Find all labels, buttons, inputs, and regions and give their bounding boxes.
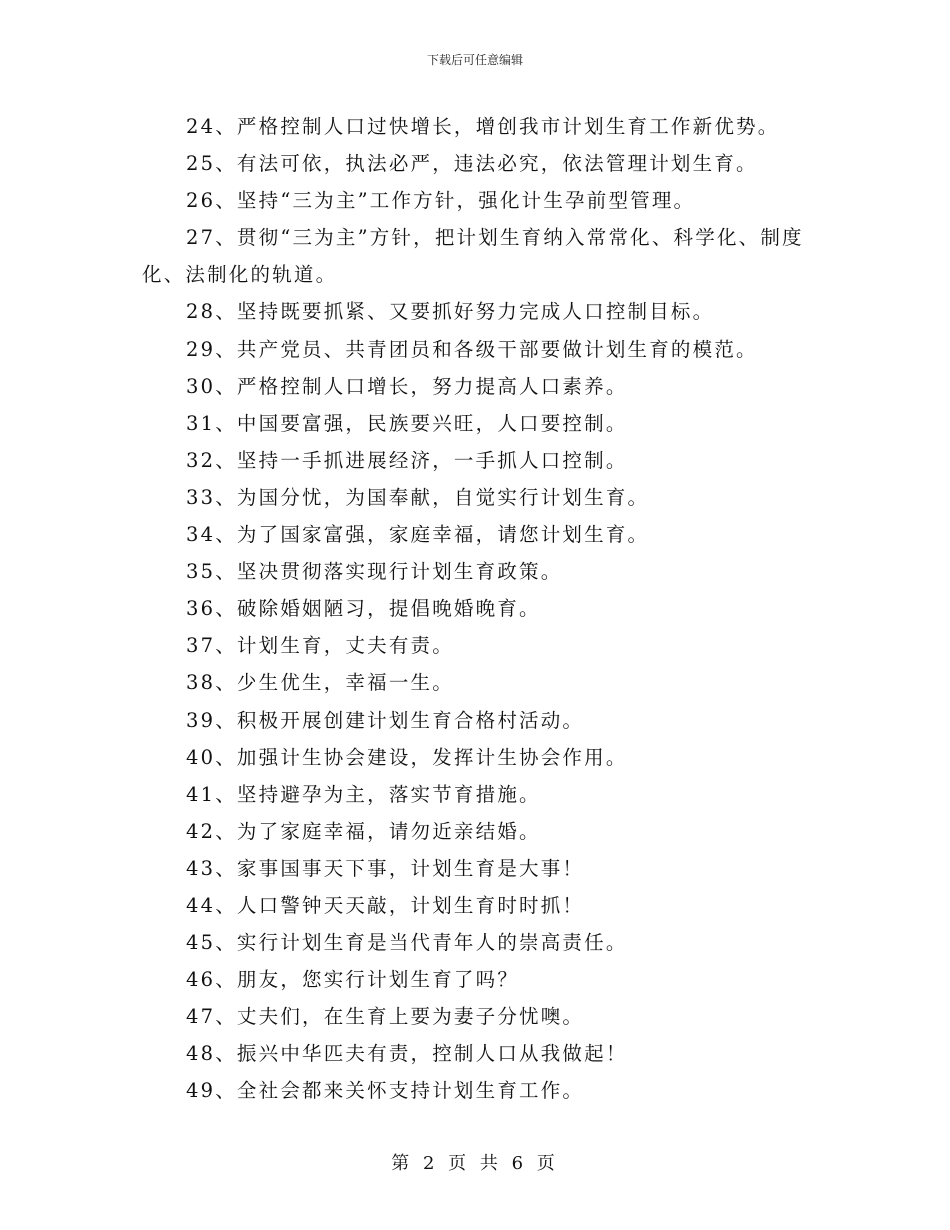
list-item: 37、计划生育，丈夫有责。 xyxy=(186,634,454,658)
list-item: 44、人口警钟天天敲，计划生育时时抓！ xyxy=(186,893,585,917)
list-item: 48、振兴中华匹夫有责，控制人口从我做起！ xyxy=(186,1042,628,1066)
list-item: 25、有法可依，执法必严，违法必究，依法管理计划生育。 xyxy=(186,152,758,176)
list-item: 47、丈夫们，在生育上要为妻子分忧噢。 xyxy=(186,1005,585,1029)
list-item: 24、严格控制人口过快增长，增创我市计划生育工作新优势。 xyxy=(186,115,780,138)
list-item: 33、为国分忧，为国奉献，自觉实行计划生育。 xyxy=(186,485,650,509)
list-item: 42、为了家庭幸福，请勿近亲结婚。 xyxy=(186,819,541,843)
document-body xyxy=(142,108,810,1110)
list-item: 49、全社会都来关怀支持计划生育工作。 xyxy=(186,1079,585,1103)
list-item: 31、中国要富强，民族要兴旺，人口要控制。 xyxy=(186,411,628,435)
page-number: 第 2 页 共 6 页 xyxy=(391,1153,559,1174)
list-item: 36、破除婚姻陋习，提倡晚婚晚育。 xyxy=(186,597,541,621)
list-item: 41、坚持避孕为主，落实节育措施。 xyxy=(186,782,541,806)
list-item: 35、坚决贯彻落实现行计划生育政策。 xyxy=(186,560,563,584)
list-item: 29、共产党员、共青团员和各级干部要做计划生育的模范。 xyxy=(186,337,758,361)
list-item: 40、加强计生协会建设，发挥计生协会作用。 xyxy=(186,745,628,769)
page-header: 下载后可任意编辑 xyxy=(426,53,523,67)
list-item: 34、为了国家富强，家庭幸福，请您计划生育。 xyxy=(186,523,650,547)
list-item: 46、朋友，您实行计划生育了吗？ xyxy=(186,968,520,992)
list-item: 28、坚持既要抓紧、又要抓好努力完成人口控制目标。 xyxy=(186,300,715,324)
list-item: 43、家事国事天下事，计划生育是大事！ xyxy=(186,856,585,880)
list-item: 30、严格控制人口增长，努力提高人口素养。 xyxy=(186,374,628,398)
list-item: 38、少生优生，幸福一生。 xyxy=(186,671,454,695)
list-item: 39、积极开展创建计划生育合格村活动。 xyxy=(186,708,585,732)
list-item: 27、贯彻“三为主”方针，把计划生育纳入常常化、科学化、制度化、法制化的轨道。 xyxy=(142,226,804,287)
list-item: 26、坚持“三为主”工作方针，强化计生孕前型管理。 xyxy=(186,189,696,213)
list-item: 45、实行计划生育是当代青年人的崇高责任。 xyxy=(186,931,628,955)
list-item: 32、坚持一手抓进展经济，一手抓人口控制。 xyxy=(186,448,628,472)
